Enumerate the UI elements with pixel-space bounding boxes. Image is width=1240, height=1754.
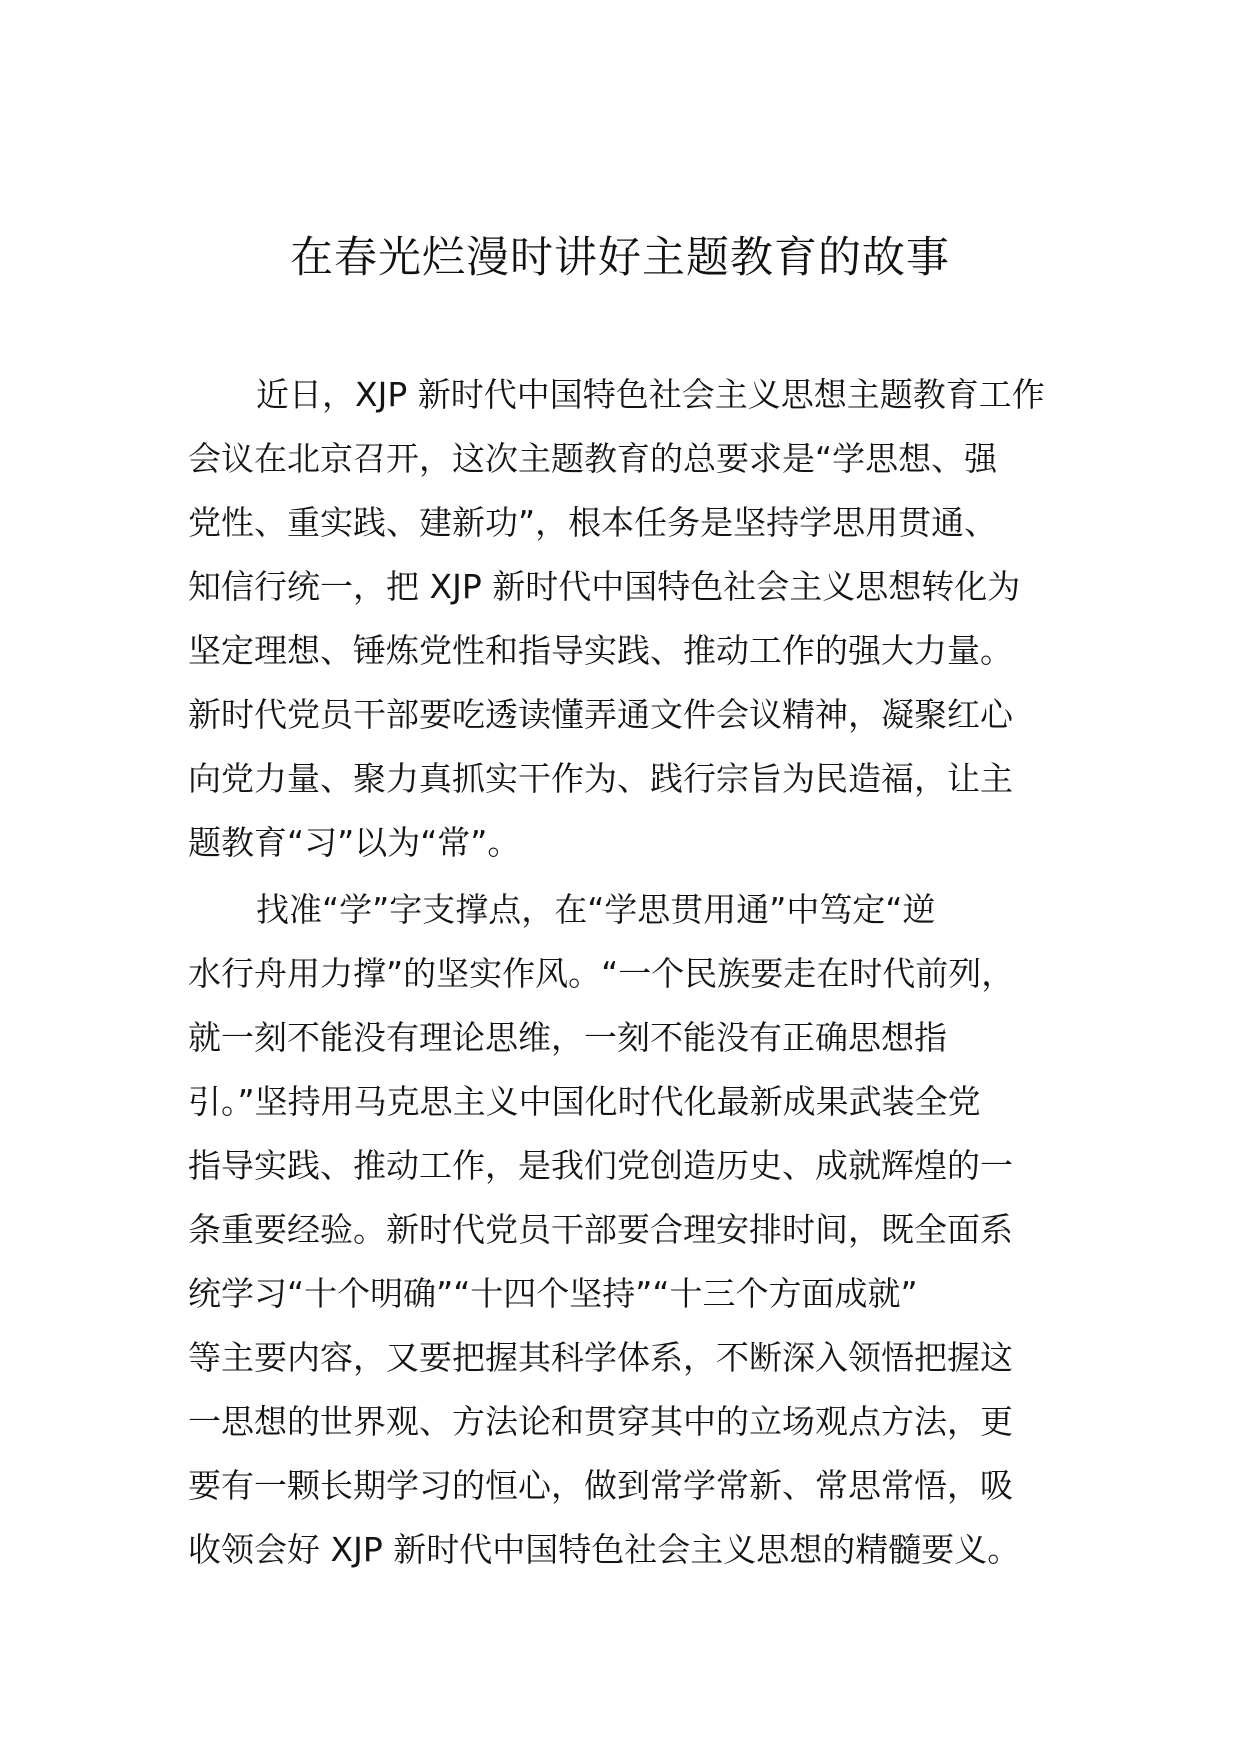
text-line: 等主要内容，又要把握其科学体系，不断深入领悟把握这	[188, 1338, 1013, 1377]
document-title: 在春光烂漫时讲好主题教育的故事	[290, 233, 950, 283]
text-line: 坚定理想、锤炼党性和指导实践、推动工作的强大力量。	[188, 631, 1013, 670]
text-line: 要有一颗长期学习的恒心，做到常学常新、常思常悟，吸	[188, 1466, 1013, 1505]
text-line: 新时代党员干部要吃透读懂弄通文件会议精神，凝聚红心	[188, 695, 1013, 734]
text-line: 知信行统一，把 XJP 新时代中国特色社会主义思想转化为	[188, 567, 1021, 606]
text-line: 找准“学”字支撑点，在“学思贯用通”中笃定“逆	[256, 890, 936, 929]
text-line: 近日，XJP 新时代中国特色社会主义思想主题教育工作	[256, 375, 1045, 414]
text-line: 收领会好 XJP 新时代中国特色社会主义思想的精髓要义。	[188, 1530, 1021, 1569]
text-line: 向党力量、聚力真抓实干作为、践行宗旨为民造福，让主	[188, 759, 1013, 798]
text-line: 引。”坚持用马克思主义中国化时代化最新成果武装全党	[188, 1082, 981, 1121]
text-line: 指导实践、推动工作，是我们党创造历史、成就辉煌的一	[188, 1146, 1013, 1185]
text-line: 一思想的世界观、方法论和贯穿其中的立场观点方法，更	[188, 1402, 1013, 1441]
text-line: 题教育“习”以为“常”。	[188, 823, 521, 862]
text-line: 会议在北京召开，这次主题教育的总要求是“学思想、强	[188, 439, 998, 478]
text-line: 水行舟用力撑”的坚实作风。“一个民族要走在时代前列，	[188, 954, 1015, 993]
text-line: 就一刻不能没有理论思维，一刻不能没有正确思想指	[188, 1018, 947, 1057]
text-line: 党性、重实践、建新功”，根本任务是坚持学思用贯通、	[188, 503, 998, 542]
text-line: 统学习“十个明确”“十四个坚持”“十三个方面成就”	[188, 1274, 918, 1313]
text-line: 条重要经验。新时代党员干部要合理安排时间，既全面系	[188, 1210, 1013, 1249]
